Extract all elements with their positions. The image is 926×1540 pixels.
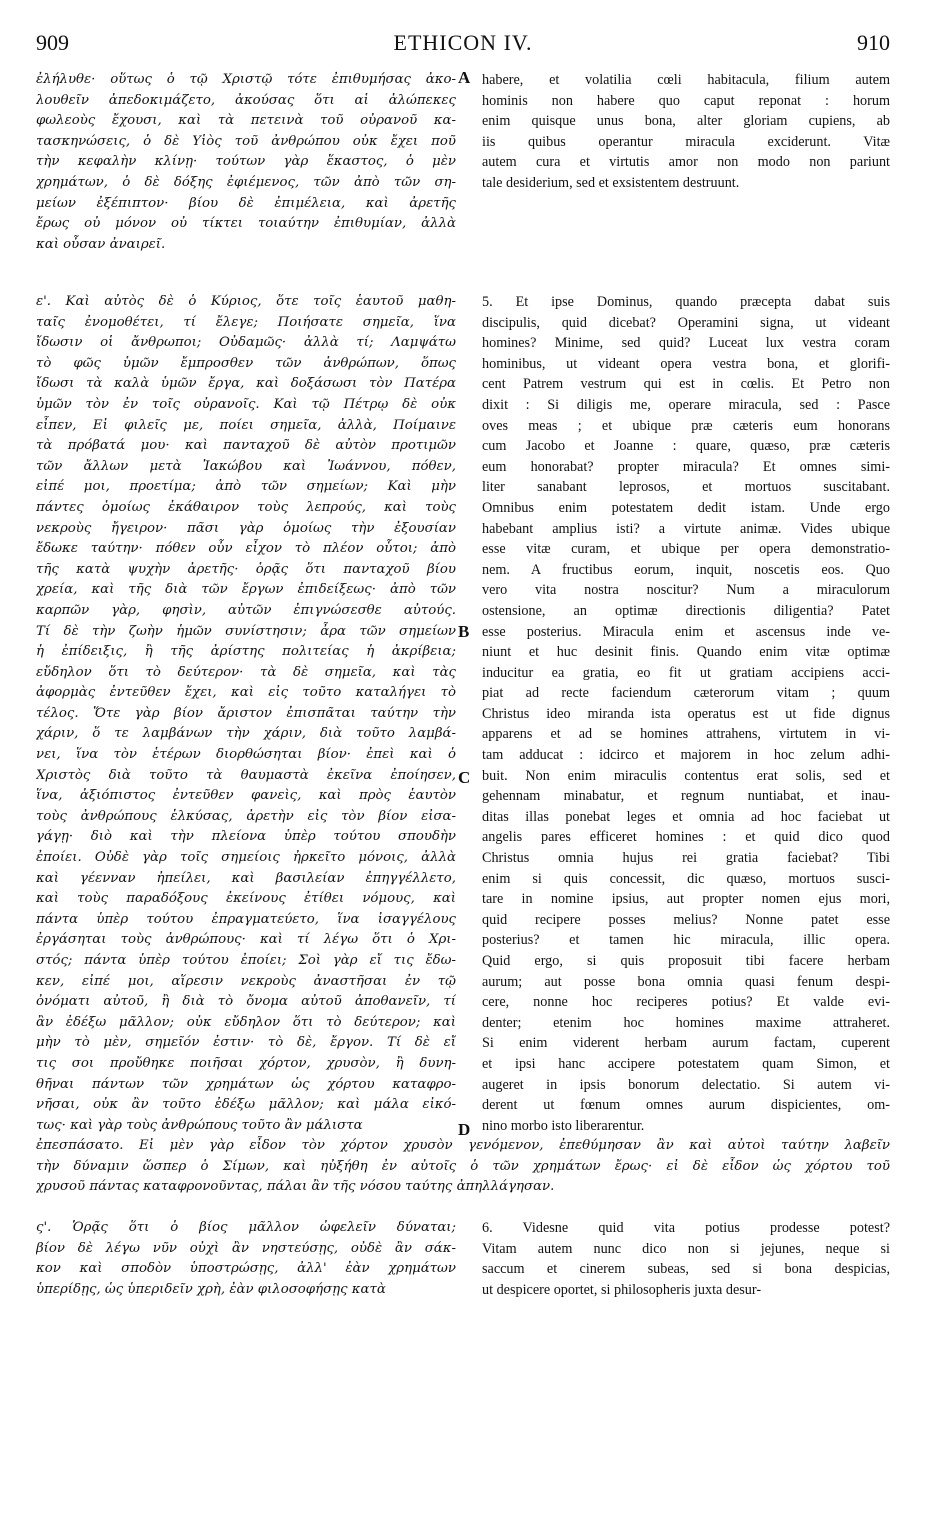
text-line: τοὺς ἀνθρώπους ἑλκύσας, ἀρετὴν εἰς τὸν βίον εἰσα-	[36, 808, 456, 824]
text-line: ἡ ἐπίδειξις, ἢ τῆς ἀρίστης πολιτείας ἡ ἀκρίβεια;	[36, 644, 456, 660]
text-line: autem cura et virtutis amor non modo non pariunt	[482, 154, 890, 171]
text-line: κεν, εἰπέ μοι, αἵρεσιν νεκροὺς ἀναστῆσαι ἐν τῷ	[36, 973, 456, 989]
text-line: χρυσοῦ πάντας καταφρονοῦντας, πάλαι ἂν τῆς νόσου ταύτης ἀπηλλάγησαν.	[36, 1179, 555, 1195]
text-line: ut despicere oportet, si philosopheris juxta desur-	[482, 1281, 762, 1298]
text-line: τασκηνώσεις, ὁ δὲ Υἱὸς τοῦ ἀνθρώπου οὐκ ἔχει ποῦ	[36, 133, 456, 149]
text-line: νεκροὺς ἤγειρον· πᾶσι γὰρ ὁμοίως τὴν ἐξουσίαν	[36, 520, 456, 536]
latin-column-bottom	[482, 1218, 890, 1300]
text-line: χρημάτων, ὁ δὲ δόξης ἐφιέμενος, τῶν ἀπὸ τῶν ση-	[36, 174, 456, 190]
text-line: posterius? et tamen hic miracula, illic opera.	[482, 932, 890, 949]
text-line: esse vitæ curam, et ubique per opera demonstratio-	[482, 541, 890, 558]
text-line: λουθεῖν ἀπεδοκιμάζετο, ἀκούσας ὅτι αἱ ἀλώπεκες	[36, 92, 456, 108]
text-line: τὴν δύναμιν ὥσπερ ὁ Σίμων, καὶ ηὐξήθη ἐν αὐτοῖς ὁ τῶν χρημάτων ἔρως· εἰ δὲ εἶδον ὡς χόρτου τοῦ	[36, 1158, 890, 1174]
text-line: hominis non habere quo caput reponat : horum	[482, 92, 890, 109]
text-line: Si enim viderent herbam aurum factam, cuperent	[482, 1035, 890, 1052]
text-line: nino morbo isto liberarentur.	[482, 1117, 645, 1134]
text-line: enim si quis concessit, dic quæso, mortuos susci-	[482, 870, 890, 887]
text-line: iis quibus operantur miracula exciderunt. Vitæ	[482, 133, 890, 150]
text-line: πάντα ὑπὲρ τούτου ἐπραγματεύετο, ἵνα ἰσαγγέλους	[36, 911, 456, 927]
text-line: Vitam autem nunc dico non si jejunes, neque si	[482, 1240, 890, 1257]
text-line: angelis pares efficeret homines : et quid dico quod	[482, 829, 890, 846]
text-line: ς'. Ὁρᾷς ὅτι ὁ βίος μᾶλλον ὠφελεῖν δύναται;	[36, 1220, 456, 1235]
text-line: habebant amplius isti? a virtute animæ. Vides ubique	[482, 520, 890, 537]
section-marker-a: A	[458, 68, 471, 87]
text-line: καρπῶν γὰρ, φησὶν, αὐτῶν ἐπιγνώσεσθε αὐτούς.	[36, 602, 456, 618]
text-line: ὑπερίδῃς, ὡς ὑπεριδεῖν χρὴ, ἐὰν φιλοσοφήσῃς κατὰ	[36, 1281, 386, 1297]
text-line: discipulis, quid dicebat? Operamini signa, ut videant	[482, 314, 890, 331]
text-line: gehennam minabatur, et regnum nuntiabat, et inau-	[482, 788, 890, 805]
text-line: niunt et huc desinit finis. Quando enim vitæ optimæ	[482, 644, 890, 661]
text-line: homines? Minime, sed quid? Luceat lux vestra coram	[482, 335, 890, 352]
text-line: derent ut fœnum omnes aurum dispicientes, om-	[482, 1097, 890, 1114]
text-line: εἰπέ μοι, προετίμα; ἀπὸ τῶν σημείων; Καὶ μὴν	[36, 479, 456, 495]
text-line: dixit : Si diligis me, operare miracula, sed : Pasce	[482, 396, 890, 413]
text-line: ἴδωσιν οἱ ἄνθρωποι; Οὐδαμῶς· ἀλλὰ τί; Λαμψάτω	[36, 335, 456, 351]
text-line: χάριν, ὅ τε λαμβάνων τὴν χάριν, διὰ τοῦτο λαμβά-	[36, 726, 456, 742]
text-line: ἔδωκε ταύτην· πόθεν οὖν εἶχον τὸ πλέον οὗτοι; ἀπὸ	[36, 541, 456, 557]
text-line: θῆναι πάντων τῶν χρημάτων ὡς χόρτου καταφρο-	[36, 1076, 456, 1092]
text-line: τῶν ἄλλων μετὰ Ἰακώβου καὶ Ἰωάννου, πόθεν,	[36, 458, 456, 474]
text-line: tare in nomine ipsius, aut propter nomen ejus mori,	[482, 891, 890, 908]
text-line: Omnibus enim potestatem dedit istam. Unde ergo	[482, 499, 890, 516]
text-line: τως· καὶ γὰρ τοὺς ἀνθρώπους τοῦτο ἂν μάλιστα	[36, 1117, 363, 1133]
greek-full-width-block	[36, 1136, 890, 1198]
text-line: Τί δὲ τὴν ζωὴν ἡμῶν συνίστησιν; ἆρα τῶν σημείων	[36, 623, 456, 639]
text-line: apparens et ad se homines attrahens, virtutem in vi-	[482, 726, 890, 743]
text-line: esse posterius. Miracula enim et ascensus inde ve-	[482, 623, 890, 640]
text-line: ostensione, an optimæ directionis diligentia? Patet	[482, 602, 890, 619]
page-header	[0, 30, 926, 64]
text-line: inducitur ea gratia, eo fit ut gratiam accipiens acci-	[482, 664, 890, 681]
text-line: ἂν ἐδέξω μᾶλλον; οὐκ εὔδηλον ὅτι τὸ δεύτερον; καὶ	[36, 1014, 456, 1030]
text-line: saccum et cinerem subeas, sed si bona despicias,	[482, 1261, 890, 1278]
text-line: oves meas ; et ubique præ cæteris eum honorans	[482, 417, 890, 434]
text-line: Christus omnia hujus rei gratia faciebat? Tibi	[482, 850, 890, 867]
text-line: buit. Non enim miraculis contentus erat solis, sed et	[482, 767, 890, 784]
text-line: χρεία, καὶ τῆς διὰ τῶν ἔργων ἐπιδείξεως· ἀπὸ τῶν	[36, 582, 456, 598]
text-line: ἵνα, ἀξιόπιστος ἐντεῦθεν φανεὶς, καὶ πρὸς ἑαυτὸν	[36, 788, 456, 804]
greek-column-bottom	[36, 1218, 456, 1300]
left-page-number: 909	[36, 30, 69, 55]
text-line: ἐποίει. Οὐδὲ γὰρ τοῖς σημείοις ἠρκεῖτο μόνοις, ἀλλὰ	[36, 850, 456, 866]
greek-column-main	[36, 292, 456, 1136]
text-line: ἐλήλυθε· οὕτως ὁ τῷ Χριστῷ τότε ἐπιθυμήσας ἀκο-	[36, 72, 456, 87]
text-line: καὶ οὖσαν ἀναιρεῖ.	[36, 236, 166, 252]
text-line: καὶ γέενναν ἠπείλει, καὶ βασιλείαν ἐπηγγέλλετο,	[36, 870, 456, 886]
text-line: enim quisque unus bona, alter gloriam cupiens, ab	[482, 113, 890, 130]
text-line: ταῖς ἐνομοθέτει, τί ἔλεγε; Ποιήσατε σημεῖα, ἵνα	[36, 314, 456, 330]
text-line: 5. Et ipse Dominus, quando præcepta dabat suis	[482, 294, 890, 310]
section-marker-b: B	[458, 622, 470, 641]
text-line: ditas illas ponebat leges et omnia ad hoc faciebat ut	[482, 808, 890, 825]
running-title: ETHICON IV.	[393, 30, 533, 55]
text-line: εὔδηλον ὅτι τὸ δεύτερον· τὰ δὲ σημεῖα, καὶ τὰς	[36, 664, 456, 680]
text-line: τέλος. Ὅτε γὰρ βίον ἄριστον ἐπισπᾶται ταύτην τὴν	[36, 705, 456, 721]
text-line: denter; etenim hoc homines maxime attraheret.	[482, 1014, 890, 1031]
text-line: piat ad recte faciendum cæterorum vitam ; quum	[482, 685, 890, 702]
section-marker-c: C	[458, 768, 471, 787]
text-line: cum Jacobo et Joanne : quare, quæso, præ cæteris	[482, 438, 890, 455]
text-line: ἴδωσι τὰ καλὰ ὑμῶν ἔργα, καὶ δοξάσωσι τὸν Πατέρα	[36, 376, 456, 392]
text-line: vero vita nostra noscitur? Num a miraculorum	[482, 582, 890, 599]
text-line: tale desiderium, sed et exsistentem destruunt.	[482, 174, 740, 191]
text-line: καὶ τοὺς παραδόξους ἐκείνους ἐτίθει νόμους, καὶ	[36, 891, 456, 907]
text-line: aurum; aut posse bona omnia quasi fenum despi-	[482, 973, 890, 990]
text-line: τὸ φῶς ὑμῶν ἔμπροσθεν τῶν ἀνθρώπων, ὅπως	[36, 355, 456, 371]
section-marker-d: D	[458, 1120, 471, 1139]
text-line: τῆς κατὰ ψυχὴν ἀρετῆς· ὁρᾷς ὅτι πανταχοῦ βίου	[36, 561, 456, 577]
right-page-number: 910	[857, 30, 890, 55]
text-line: et ipsi hanc accipere potestatem quam Simon, et	[482, 1055, 890, 1072]
text-line: nem. A fructibus eorum, inquit, noscetis eos. Quo	[482, 561, 890, 578]
text-line: νῆσαι, οὐκ ἂν τοῦτο ἐδέξω μᾶλλον; καὶ μάλα εἰκό-	[36, 1097, 456, 1113]
greek-column-top	[36, 70, 456, 255]
text-line: ἐργάσηται τοὺς ἀνθρώπους· καὶ τί λέγω ὅτι ὁ Χρι-	[36, 932, 456, 948]
text-line: ἀφορμὰς ἐντεῦθεν ἔχει, καὶ εἰς τοῦτο καταλήγει τὸ	[36, 685, 456, 701]
text-line: Christus ideo miranda ista operatus est ut fide dignus	[482, 705, 890, 722]
text-line: eum honorabat? propter miracula? Et omnes simi-	[482, 458, 890, 475]
text-line: στός; πάντα ὑπὲρ τούτου ἐποίει; Σοὶ γὰρ εἴ τις ἔδω-	[36, 953, 456, 968]
text-line: εἶπεν, Εἰ φιλεῖς με, ποίει σημεῖα, ἀλλὰ, Ποίμαινε	[36, 417, 456, 433]
text-line: φωλεοὺς ἔχουσι, καὶ τὰ πετεινὰ τοῦ οὐρανοῦ κα-	[36, 113, 456, 129]
text-line: τὴν κεφαλὴν κλίνῃ· τούτων γὰρ ἕκαστος, ὁ μὲν	[36, 154, 456, 170]
text-line: κον καὶ σποδὸν ὑποστρώσῃς, ἀλλ' ἐὰν χρημάτων	[36, 1261, 456, 1277]
text-line: habere, et volatilia cœli habitacula, filium autem	[482, 72, 890, 88]
text-line: liter sanabant leprosos, et mortuos suscitabant.	[482, 479, 890, 496]
text-line: cent Patrem vestrum qui est in cœlis. Et Petro non	[482, 376, 890, 393]
text-line: 6. Videsne quid vita potius prodesse potest?	[482, 1220, 890, 1236]
text-line: τὰ πρόβατά μου· καὶ πανταχοῦ δὲ αὐτὸν προτιμῶν	[36, 438, 456, 454]
text-line: μὴν τὸ μὲν, σημεῖόν ἐστιν· τὸ δὲ, ἔργον. Τί δὲ εἴ	[36, 1035, 456, 1051]
text-line: ὀνόματι αὐτοῦ, ἢ διὰ τὸ ὄνομα αὐτοῦ ἀποθανεῖν, τί	[36, 994, 456, 1010]
text-line: cere, nonne hoc reciperes potius? Et valde evi-	[482, 994, 890, 1011]
text-line: quid recipere posses melius? Nonne patet esse	[482, 911, 890, 928]
text-line: τις σοι προὔθηκε ποιῆσαι χόρτον, χρυσὸν, ἢ δυνη-	[36, 1055, 456, 1071]
text-line: μείων ἐξέπιπτον· βίου δὲ ἐπιμέλεια, καὶ ἀρετῆς	[36, 195, 456, 211]
text-line: tam adducat : idcirco et majorem in hoc zelum adhi-	[482, 747, 890, 764]
text-line: ε'. Καὶ αὐτὸς δὲ ὁ Κύριος, ὅτε τοῖς ἑαυτοῦ μαθη-	[36, 294, 456, 309]
text-line: Χριστὸς διὰ τοῦτο τὰ θαυμαστὰ ἐκεῖνα ἐποίησεν,	[36, 767, 456, 783]
text-line: ἔρως οὐ μόνον οὐ τίκτει τοιαύτην ἐπιθυμίαν, ἀλλὰ	[36, 216, 456, 232]
text-line: augeret in ipsis bonorum delectatio. Si autem vi-	[482, 1076, 890, 1093]
text-line: hominibus, ut videant opera vestra bona, et glorifi-	[482, 355, 890, 372]
latin-column-top	[482, 70, 890, 194]
text-line: βίον δὲ λέγω νῦν οὐχὶ ἂν νηστεύσῃς, οὐδὲ ἂν σάκ-	[36, 1240, 456, 1256]
text-line: Quid ergo, si quis proposuit tibi facere herbam	[482, 953, 890, 969]
text-line: ὑμῶν τὸν ἐν τοῖς οὐρανοῖς. Καὶ τῷ Πέτρῳ δὲ οὐκ	[36, 396, 456, 412]
text-line: γάγῃ· διὸ καὶ τὴν πλείονα ὑπὲρ τούτου σπουδὴν	[36, 829, 456, 845]
text-line: ἐπεσπάσατο. Εἰ μὲν γὰρ εἶδον τὸν χόρτον χρυσὸν γενόμενον, ἐπεθύμησαν ἂν καὶ αὐτοὶ ταύτην λαβεῖν	[36, 1138, 890, 1153]
latin-column-main	[482, 292, 890, 1136]
text-line: πάντες ὁμοίως ἐκάθαιρον τοὺς λεπρούς, καὶ τοὺς	[36, 499, 456, 515]
text-line: νει, ἵνα τὸν ἑτέρων διορθώσηται βίον· ἐπεὶ καὶ ὁ	[36, 747, 456, 763]
